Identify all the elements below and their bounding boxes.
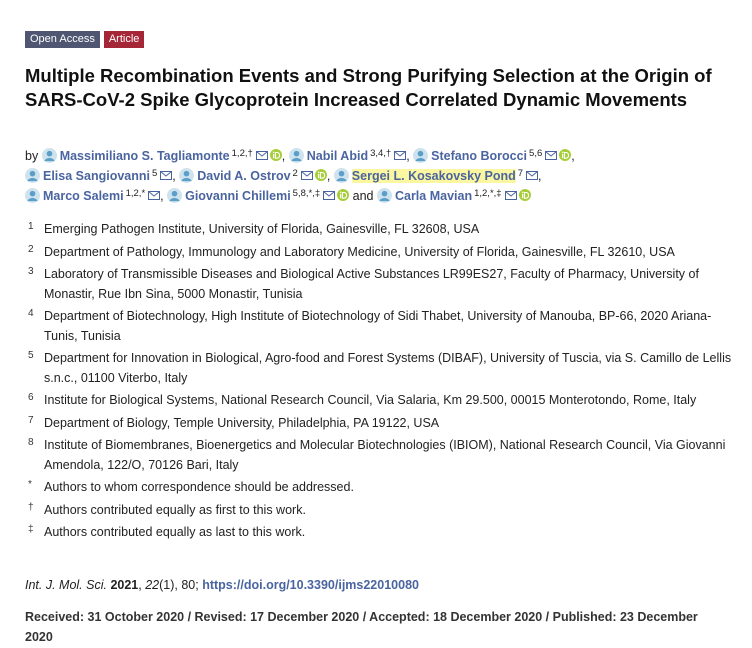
orcid-icon[interactable]	[559, 149, 571, 161]
citation-issue-pages: (1), 80;	[159, 578, 203, 592]
note-text: Authors to whom correspondence should be addressed.	[44, 480, 354, 494]
author-name-link[interactable]: Massimiliano S. Tagliamonte	[59, 149, 230, 163]
doi-link[interactable]: https://doi.org/10.3390/ijms22010080	[202, 578, 419, 592]
article-type-badge[interactable]: Article	[104, 31, 145, 48]
user-avatar-icon[interactable]	[334, 168, 349, 183]
citation-volume: 22	[145, 578, 160, 592]
affiliation-number: 8	[28, 437, 34, 448]
author-name-link[interactable]: Sergei L. Kosakovsky Pond	[351, 169, 516, 183]
open-access-badge[interactable]: Open Access	[25, 31, 100, 48]
mail-icon[interactable]	[160, 171, 172, 180]
author-affiliation-sup: 5,8,*,‡	[292, 188, 321, 199]
note-symbol: †	[28, 501, 34, 513]
badge-group	[25, 31, 144, 48]
note-text: Authors contributed equally as last to this work.	[44, 525, 306, 539]
author-name-link[interactable]: David A. Ostrov	[197, 169, 291, 183]
affiliation-item	[25, 349, 735, 388]
affiliation-number: 1	[28, 221, 34, 232]
mail-icon[interactable]	[505, 191, 517, 200]
equal-last-note	[25, 523, 735, 543]
mail-icon[interactable]	[545, 151, 557, 160]
note-symbol: ‡	[28, 524, 34, 535]
affiliation-item	[25, 307, 735, 346]
author-affiliation-sup: 3,4,†	[370, 148, 392, 159]
citation-line: Int. J. Mol. Sci. 2021, 22(1), 80; https://doi.org/10.3390/ijms22010080	[25, 578, 419, 592]
author-line	[25, 184, 737, 204]
affiliation-list	[25, 220, 735, 546]
author-entry	[167, 189, 353, 203]
affiliation-number: 3	[28, 266, 34, 277]
by-label: by	[25, 149, 39, 163]
author-entry: Massimiliano S. Tagliamonte $^{1,2,\dagger}$ ,	[42, 149, 289, 163]
author-name-link[interactable]: Giovanni Chillemi	[185, 189, 291, 203]
mail-icon[interactable]	[256, 151, 268, 160]
affiliation-item	[25, 243, 735, 263]
affiliation-number: 4	[28, 308, 34, 319]
author-entry: David A. Ostrov $^2$ ,	[179, 169, 334, 183]
mail-icon[interactable]	[301, 171, 313, 180]
affiliation-text: Department of Pathology, Immunology and Laboratory Medicine, University of Florida, Gainesville, FL 32610, USA	[44, 244, 675, 259]
author-name-link[interactable]: Stefano Borocci	[431, 149, 528, 163]
author-line	[25, 144, 737, 164]
user-avatar-icon[interactable]	[179, 168, 194, 183]
author-affiliation-sup: 1,2,†	[231, 148, 253, 159]
author-entry: Marco Salemi $^{1,2,*}$ ,	[25, 189, 167, 203]
and-label: and	[352, 189, 374, 203]
user-avatar-icon[interactable]	[25, 188, 40, 203]
affiliation-text: Department of Biology, Temple University, Philadelphia, PA 19122, USA	[44, 415, 440, 430]
author-list	[25, 144, 737, 204]
user-avatar-icon[interactable]	[377, 188, 392, 203]
author-entry: Stefano Borocci $^{5,6}$ ,	[413, 149, 575, 163]
affiliation-number: 2	[28, 243, 34, 255]
equal-first-note	[25, 501, 735, 521]
mail-icon[interactable]	[323, 191, 335, 200]
author-entry: Sergei L. Kosakovsky Pond $^7$ ,	[334, 169, 542, 183]
mail-icon[interactable]	[394, 151, 406, 160]
affiliation-text: Institute of Biomembranes, Bioenergetics and Molecular Biotechnologies (IBIOM), National Research Council, Via Giovanni Amendola, 122/O, 70126 Bari, Italy	[44, 438, 726, 472]
affiliation-item	[25, 436, 735, 475]
affiliation-text: Institute for Biological Systems, National Research Council, Via Salaria, Km 29.500, 00015 Monterotondo, Rome, Italy	[44, 393, 697, 407]
author-name-link[interactable]: Nabil Abid	[306, 149, 369, 163]
user-avatar-icon[interactable]	[25, 168, 40, 183]
author-affiliation-sup: 1,2,*	[125, 188, 146, 199]
affiliation-number: 5	[28, 350, 34, 361]
affiliation-number: 7	[28, 414, 34, 426]
affiliation-item	[25, 220, 735, 240]
journal-name: Int. J. Mol. Sci.	[25, 578, 107, 592]
author-affiliation-sup: 7	[517, 168, 524, 179]
affiliation-text: Laboratory of Transmissible Diseases and Biological Active Substances LR99ES27, Faculty of Pharmacy, University of Monastir, Rue Ibn Sina, 5000 Monastir, Tunisia	[44, 267, 699, 301]
orcid-icon[interactable]	[315, 169, 327, 181]
author-name-link[interactable]: Marco Salemi	[43, 189, 124, 203]
affiliation-item	[25, 414, 735, 434]
author-name-link[interactable]: Carla Mavian	[394, 189, 473, 203]
author-entry: Elisa Sangiovanni $^5$ ,	[25, 169, 179, 183]
affiliation-text: Department for Innovation in Biological, Agro-food and Forest Systems (DIBAF), University of Tuscia, via S. Camillo de Lellis s.n.c., 01100 Viterbo, Italy	[44, 351, 732, 385]
correspondence-note	[25, 478, 735, 498]
orcid-icon[interactable]	[270, 149, 282, 161]
user-avatar-icon[interactable]	[413, 148, 428, 163]
affiliation-item	[25, 265, 735, 304]
orcid-icon[interactable]	[337, 189, 349, 201]
note-symbol: *	[28, 479, 32, 490]
author-name-link[interactable]: Elisa Sangiovanni	[43, 169, 150, 183]
affiliation-number: 6	[28, 392, 34, 403]
author-affiliation-sup: 5	[151, 168, 158, 179]
affiliation-item	[25, 391, 735, 411]
publication-dates: Received: 31 October 2020 / Revised: 17 December 2020 / Accepted: 18 December 2020 / Published: 23 December 2020	[25, 610, 698, 644]
affiliation-text: Emerging Pathogen Institute, University of Florida, Gainesville, FL 32608, USA	[44, 222, 480, 236]
article-title: Multiple Recombination Events and Strong Purifying Selection at the Origin of SARS-CoV-2 Spike Glycoprotein Increased Correlated Dynamic Movements	[25, 65, 712, 110]
mail-icon[interactable]	[526, 171, 538, 180]
user-avatar-icon[interactable]	[167, 188, 182, 203]
author-affiliation-sup: 5,6	[529, 148, 543, 159]
author-entry: Nabil Abid $^{3,4,\dagger}$ ,	[289, 149, 413, 163]
affiliation-text: Department of Biotechnology, High Institute of Biotechnology of Sidi Thabet, University of Manouba, BP-66, 2020 Ariana-Tunis, Tunisia	[44, 309, 712, 343]
author-line	[25, 164, 737, 184]
user-avatar-icon[interactable]	[289, 148, 304, 163]
author-entry	[377, 189, 531, 203]
user-avatar-icon[interactable]	[42, 148, 57, 163]
note-text: Authors contributed equally as first to this work.	[44, 502, 306, 517]
author-affiliation-sup: 2	[292, 168, 298, 179]
author-affiliation-sup: 1,2,*,‡	[474, 188, 502, 199]
orcid-icon[interactable]	[519, 189, 531, 201]
citation-year: 2021	[110, 578, 139, 592]
mail-icon[interactable]	[148, 191, 160, 200]
